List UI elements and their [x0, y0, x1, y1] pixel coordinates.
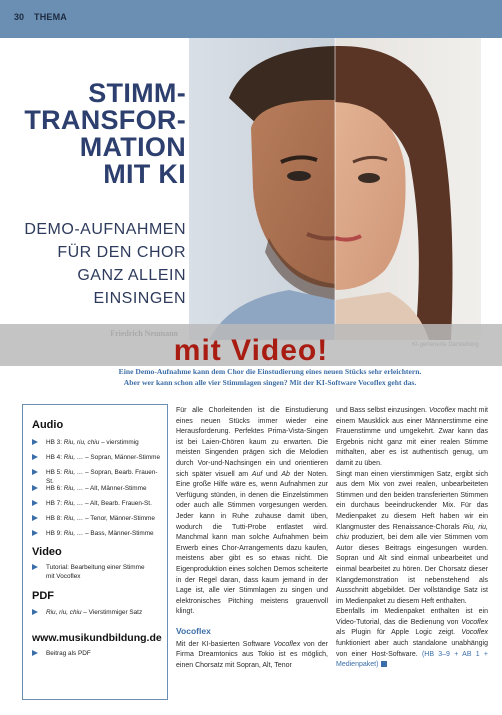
play-icon — [32, 650, 38, 656]
video-banner-text: mit Video! — [173, 334, 329, 367]
audio-item[interactable]: HB 3: Riu, riu, chiu – vierstimmig — [32, 438, 164, 447]
article-subtitle — [8, 218, 186, 310]
subtitle-line: DEMO-AUFNAHMEN — [24, 221, 186, 238]
page-header — [0, 0, 502, 38]
body-paragraph: Singt man einen vierstimmigen Satz, ergibt sich aus dem Mix von zwei realen, unbearbeiteten Stimmen und den beiden transferierten Stimmen ein durchaus beeindruckender Mix. Für das Medienpaket zu diesem Heft haben wir ein Klangmuster des Renaissance-Chorals Riu, riu, chiu produziert, bei dem alle vier Stimmen vom Autor dieses Beitrags eingesungen wurden. Sopran und Alt sind einmal unbearbeitet und einmal bearbeitet zu hören. Der Chorsatz dieser Klangdemonstration ist nebenstehend als Ausschnitt abgebildet. Der vollständige Satz ist im Medienpaket zu diesem Heft enthalten. — [336, 470, 488, 605]
article-title — [8, 80, 186, 188]
body-column-1 — [176, 406, 328, 672]
body-paragraph: Für alle Chorleitenden ist die Einstudierung eines neuen Stücks immer wieder eine Herausforderung. Perfektes Prima-Vista-Singen ist bei Laien-Chören kaum zu erwarten. Die meisten Singenden prägen sich die Melodien durch Vor-und-Nachsingen ein und orientieren sich später visuell am Auf und Ab der Noten. Eine große Hilfe wäre es, wenn Aufnahmen zur Verfügung stünden, in denen die Einzelstimmen oder auch alle Stimmen vorgesungen werden. Jeder kann in Ruhe zuhause damit üben, wodurch die Tutti-Probe entlastet wird. Manchmal kann man solche Aufnahmen beim Erwerb eines Chor-Arrangements dazu kaufen, meistens aber gibt es so etwas nicht. Die Eigenproduktion eines solchen Demos scheiterte in der Regel daran, dass kaum jemand in der Lage ist, alle vier Stimmlagen zu singen und elektronisches Pitching meistens grauenvoll klingt. — [176, 407, 328, 616]
play-icon — [32, 439, 38, 445]
media-reference: (HB 3–9 + AB 1 + Medienpaket) — [336, 650, 488, 669]
title-line: MIT KI — [103, 159, 186, 189]
video-item[interactable]: Tutorial: Bearbeitung einer Stimme mit Vocoflex — [32, 563, 164, 581]
title-line: STIMM- — [88, 78, 186, 108]
play-icon — [32, 515, 38, 521]
audio-item[interactable]: HB 9: Riu, … – Bass, Männer-Stimme — [32, 529, 164, 538]
subtitle-line: EINSINGEN — [93, 290, 186, 307]
body-paragraph: Ebenfalls im Medienpaket enthalten ist ein Video-Tutorial, das die Bedienung von Vocoflex als Plugin für Apple Logic zeigt. Vocoflex funktioniert aber auch standalone unabhängig von einer Host-Software. (HB 3–9 + AB 1 + Medienpaket) — [336, 608, 488, 669]
article-lead — [60, 366, 480, 388]
video-heading: Video — [32, 546, 62, 558]
body-paragraph: Mit der KI-basierten Software Vocoflex von der Firma Dreamtonics aus Tokio ist es möglich, einen Chorsatz mit Sopran, Alt, Tenor — [176, 640, 329, 670]
title-line: TRANSFOR- — [24, 105, 186, 135]
page-number: 30 — [14, 12, 25, 22]
play-icon — [32, 609, 38, 615]
audio-item[interactable]: HB 6: Riu, … – Alt, Männer-Stimme — [32, 484, 164, 493]
audio-heading: Audio — [32, 419, 64, 431]
lead-line: Aber wer kann schon alle vier Stimmlagen singen? Mit der KI-Software Vocoflex geht das. — [123, 378, 417, 387]
title-line: MATION — [79, 132, 186, 162]
split-face-photo — [189, 38, 481, 340]
body-column-2 — [336, 406, 488, 671]
play-icon — [32, 530, 38, 536]
play-icon — [32, 485, 38, 491]
section-label: THEMA — [34, 12, 67, 22]
lead-line: Eine Demo-Aufnahme kann dem Chor die Einstudierung eines neuen Stücks sehr erleichtern. — [118, 367, 422, 376]
section-subheading: Vocoflex — [176, 625, 211, 636]
audio-item[interactable]: HB 8: Riu, … – Tenor, Männer-Stimme — [32, 514, 164, 523]
subtitle-line: GANZ ALLEIN — [77, 267, 186, 284]
end-mark-icon — [381, 661, 387, 667]
pdf-item[interactable]: Riu, riu, chiu – Vierstimmiger Satz — [32, 608, 164, 617]
audio-item[interactable]: HB 4: Riu, … – Sopran, Männer-Stimme — [32, 453, 164, 462]
audio-item[interactable]: HB 5: Riu, … – Sopran, Bearb. Frauen-St. — [32, 468, 164, 486]
body-paragraph: und Bass selbst einzusingen. Vocoflex macht mit einem Mausklick aus einer Männerstimme eine Frauenstimme und umgekehrt. Zwar kann das Ergebnis nicht ganz mit einer realen Stimme mithalten, aber es ist authentisch genug, um damit zu üben. — [336, 407, 488, 467]
play-icon — [32, 500, 38, 506]
play-icon — [32, 454, 38, 460]
subtitle-line: FÜR DEN CHOR — [57, 244, 186, 261]
web-item[interactable]: Beitrag als PDF — [32, 649, 164, 658]
media-sidebar — [22, 404, 168, 700]
website-link[interactable]: www.musikundbildung.de — [32, 632, 162, 644]
pdf-heading: PDF — [32, 590, 54, 602]
split-face-illustration — [189, 38, 481, 340]
play-icon — [32, 469, 38, 475]
audio-item[interactable]: HB 7: Riu, … – Alt, Bearb. Frauen-St. — [32, 499, 164, 508]
play-icon — [32, 564, 38, 570]
